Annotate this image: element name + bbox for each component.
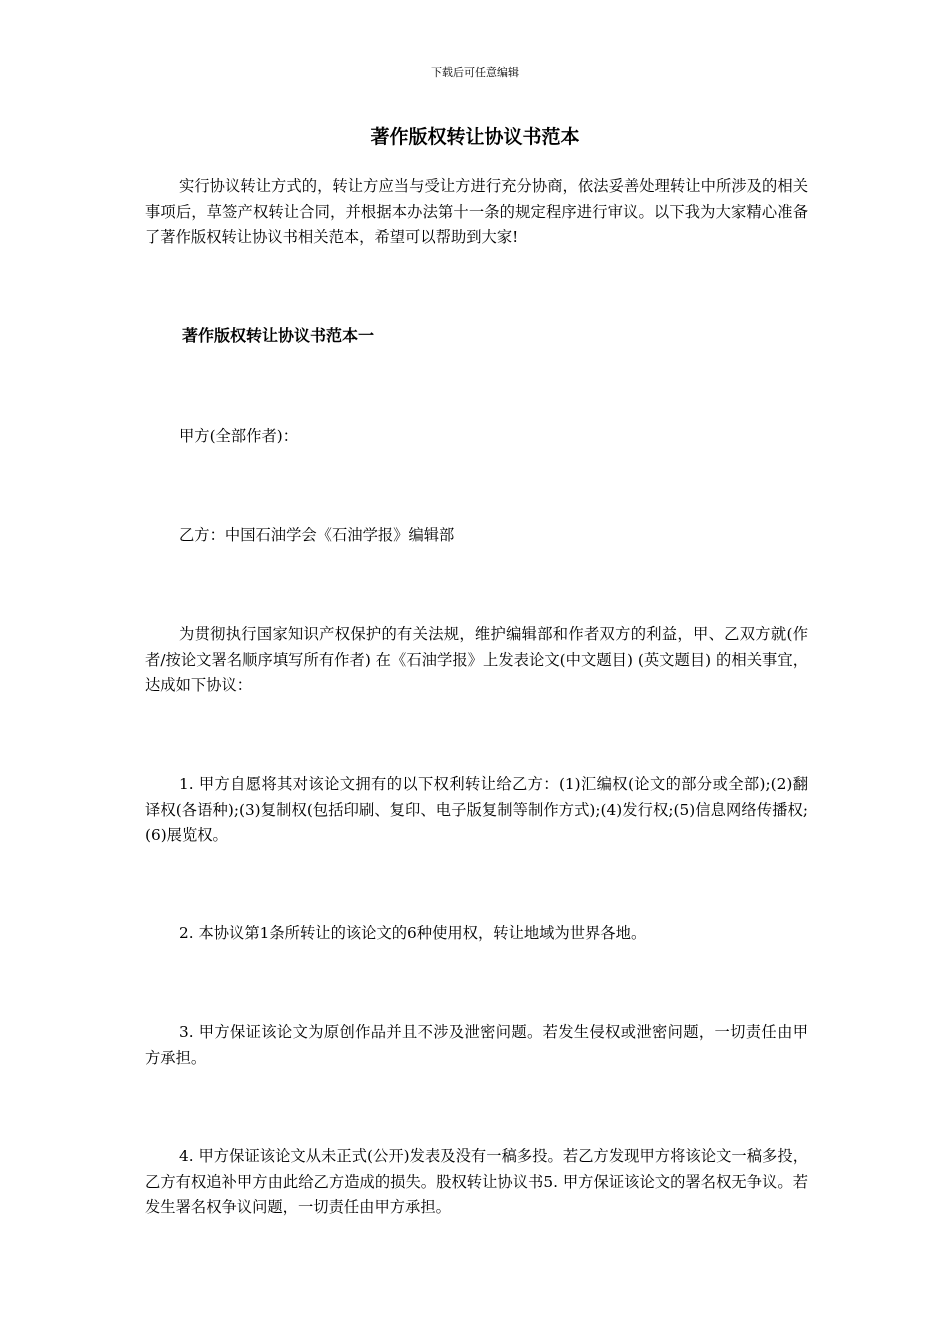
- page-header-note: 下载后可任意编辑: [431, 66, 519, 79]
- clause-4: 4. 甲方保证该论文从未正式(公开)发表及没有一稿多投。若乙方发现甲方将该论文一稿多投，乙方有权追补甲方由此给乙方造成的损失。股权转让协议书5. 甲方保证该论文的署名权无争议。若发生署名权争议问题，一切责任由甲方承担。: [145, 1147, 808, 1216]
- clause-2: 2. 本协议第1条所转让的该论文的6种使用权，转让地域为世界各地。: [179, 924, 647, 942]
- clause-1: 1. 甲方自愿将其对该论文拥有的以下权利转让给乙方：(1)汇编权(论文的部分或全部);(2)翻译权(各语种);(3)复制权(包括印刷、复印、电子版复制等制作方式);(4)发行权;(5)信息网络传播权;(6)展览权。: [145, 775, 808, 844]
- document-title: 著作版权转让协议书范本: [370, 126, 580, 148]
- clause-3: 3. 甲方保证该论文为原创作品并且不涉及泄密问题。若发生侵权或泄密问题，一切责任由甲方承担。: [145, 1023, 808, 1067]
- party-a-line: 甲方(全部作者)：: [179, 427, 299, 445]
- intro-paragraph: 实行协议转让方式的，转让方应当与受让方进行充分协商，依法妥善处理转让中所涉及的相关事项后，草签产权转让合同，并根据本办法第十一条的规定程序进行审议。以下我为大家精心准备了著作版权转让协议书相关范本，希望可以帮助到大家!: [145, 177, 808, 246]
- party-b-line: 乙方：中国石油学会《石油学报》编辑部: [179, 526, 455, 544]
- preamble-paragraph: 为贯彻执行国家知识产权保护的有关法规，维护编辑部和作者双方的利益，甲、乙双方就(作者/按论文署名顺序填写所有作者) 在《石油学报》上发表论文(中文题目) (英文题目) 的相关事宜，达成如下协议：: [145, 625, 808, 694]
- section-heading: 著作版权转让协议书范本一: [182, 326, 375, 345]
